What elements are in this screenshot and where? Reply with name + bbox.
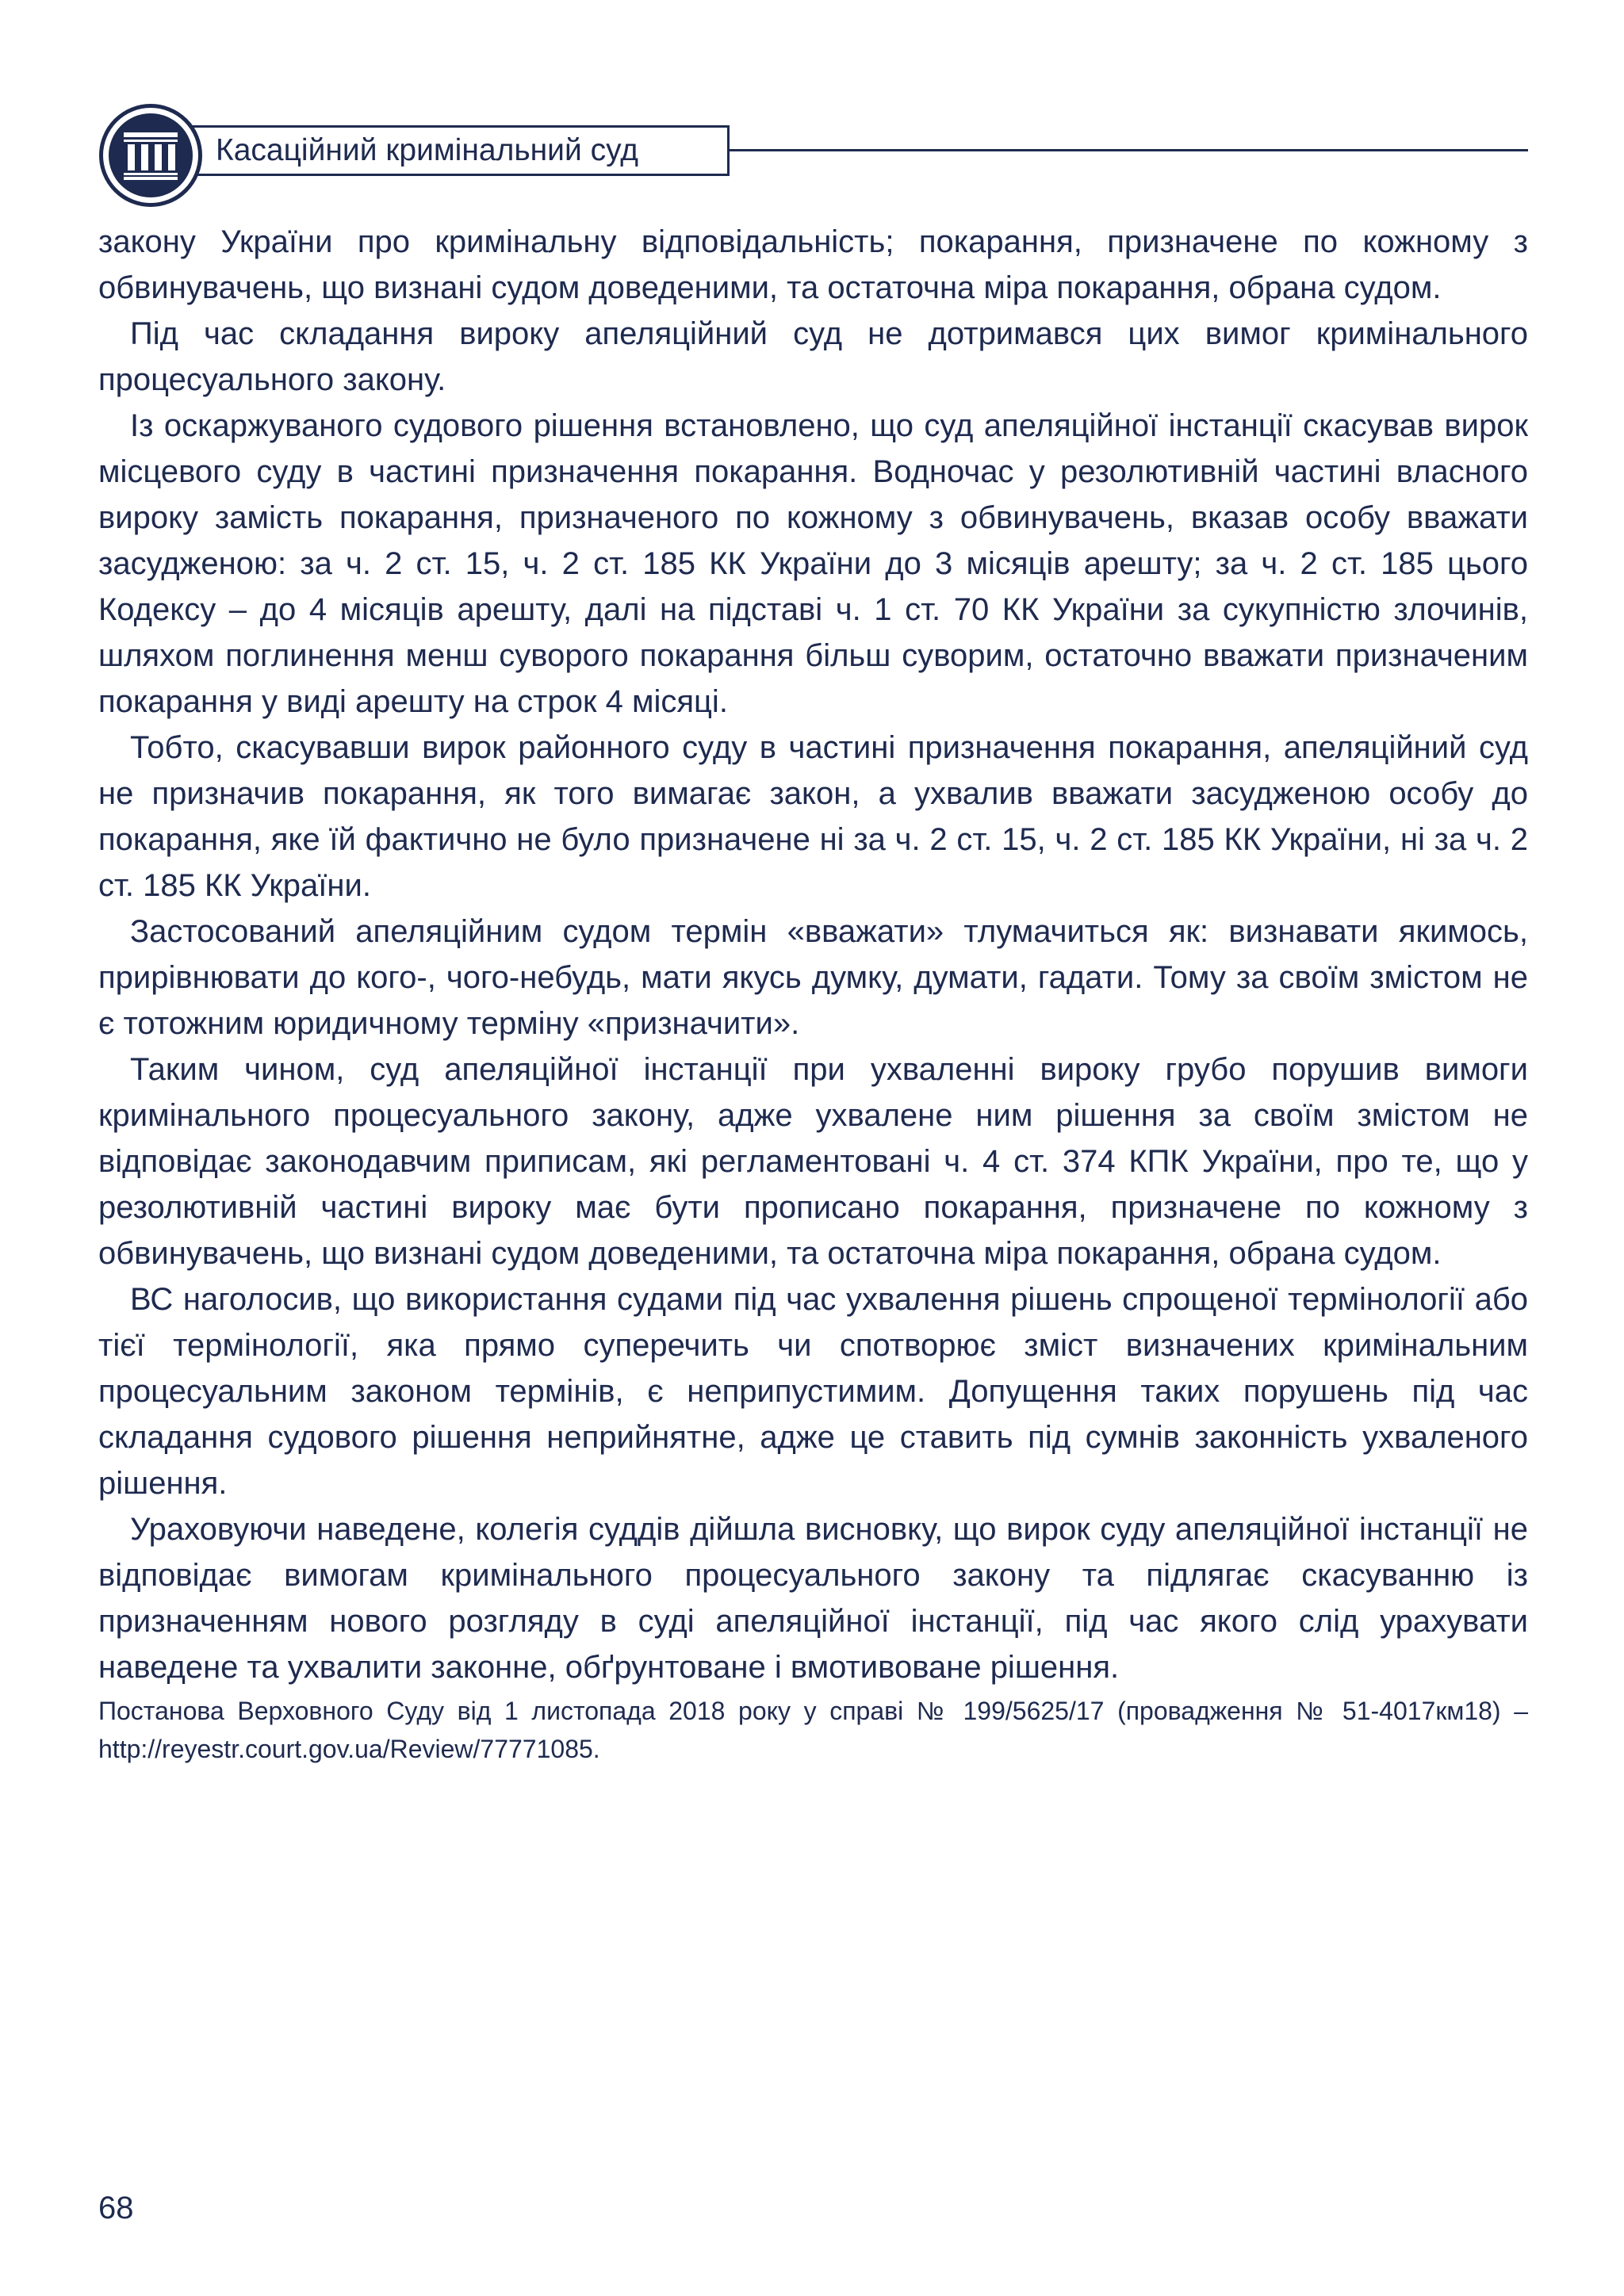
paragraph: Ураховуючи наведене, колегія суддів дійшла висновку, що вирок суду апеляційної інстанції не відповідає вимогам кримінального процесуального закону та підлягає скасуванню із призначенням нового розгляду в суді апеляційної інстанції, під час якого слід урахувати наведене та ухвалити законне, обґрунтоване і вмотивоване рішення. <box>98 1512 1528 1685</box>
paragraph: Тобто, скасувавши вирок районного суду в частині призначення покарання, апеляційний суд не призначив покарання, як того вимагає закон, а ухвалив вважати засудженою особу до покарання, яке їй фактично не було призначене ні за ч. 2 ст. 15, ч. 2 ст. 185 КК України, ні за ч. 2 ст. 185 КК України. <box>98 730 1528 903</box>
paragraph: закону України про кримінальну відповідальність; покарання, призначене по кожному з обвинувачень, що визнані судом доведеними, та остаточна міра покарання, обрана судом. <box>98 224 1528 305</box>
paragraph: Застосований апеляційним судом термін «вважати» тлумачиться як: визнавати якимось, прирівнювати до кого-, чого-небудь, мати якусь думку, думати, гадати. Тому за своїм змістом не є тотожним юридичному терміну «призначити». <box>98 914 1528 1041</box>
court-columns-icon <box>109 113 193 197</box>
header-rule <box>730 149 1528 151</box>
paragraph: Таким чином, суд апеляційної інстанції при ухваленні вироку грубо порушив вимоги кримінального процесуального закону, адже ухвалене ним рішення за своїм змістом не відповідає законодавчим приписам, які регламентовані ч. 4 ст. 374 КПК України, про те, що у резолютивній частині вироку має бути прописано покарання, призначене по кожному з обвинувачень, що визнані судом доведеними, та остаточна міра покарання, обрана судом. <box>98 1052 1528 1271</box>
court-logo <box>99 104 202 207</box>
source-citation: Постанова Верховного Суду від 1 листопада 2018 року у справі № 199/5625/17 (провадження № 51-4017км18) – http://reyestr.court.gov.ua/Review/77771085. <box>98 1697 1528 1763</box>
paragraph: Під час складання вироку апеляційний суд не дотримався цих вимог кримінального процесуального закону. <box>98 316 1528 397</box>
page-header <box>0 0 1624 190</box>
paragraph: Із оскаржуваного судового рішення встановлено, що суд апеляційної інстанції скасував вирок місцевого суду в частині призначення покарання. Водночас у резолютивній частині власного вироку замість покарання, призначеного по кожному з обвинувачень, вказав особу вважати засудженою: за ч. 2 ст. 15, ч. 2 ст. 185 КК України до 3 місяців арешту; за ч. 2 ст. 185 цього Кодексу – до 4 місяців арешту, далі на підставі ч. 1 ст. 70 КК України за сукупністю злочинів, шляхом поглинення менш суворого покарання більш суворим, остаточно вважати призначеним покарання у виді арешту на строк 4 місяці. <box>98 408 1528 719</box>
page-number: 68 <box>98 2191 134 2225</box>
document-body <box>98 219 1528 1768</box>
header-title: Касаційний кримінальний суд <box>216 133 639 167</box>
columns-glyph <box>122 131 179 180</box>
paragraph: ВС наголосив, що використання судами під час ухвалення рішень спрощеної термінології або тієї термінології, яка прямо суперечить чи спотворює зміст визначених кримінальним процесуальним законом термінів, є неприпустимим. Допущення таких порушень під час складання судового рішення неприйнятне, адже це ставить під сумнів законність ухваленого рішення. <box>98 1282 1528 1501</box>
